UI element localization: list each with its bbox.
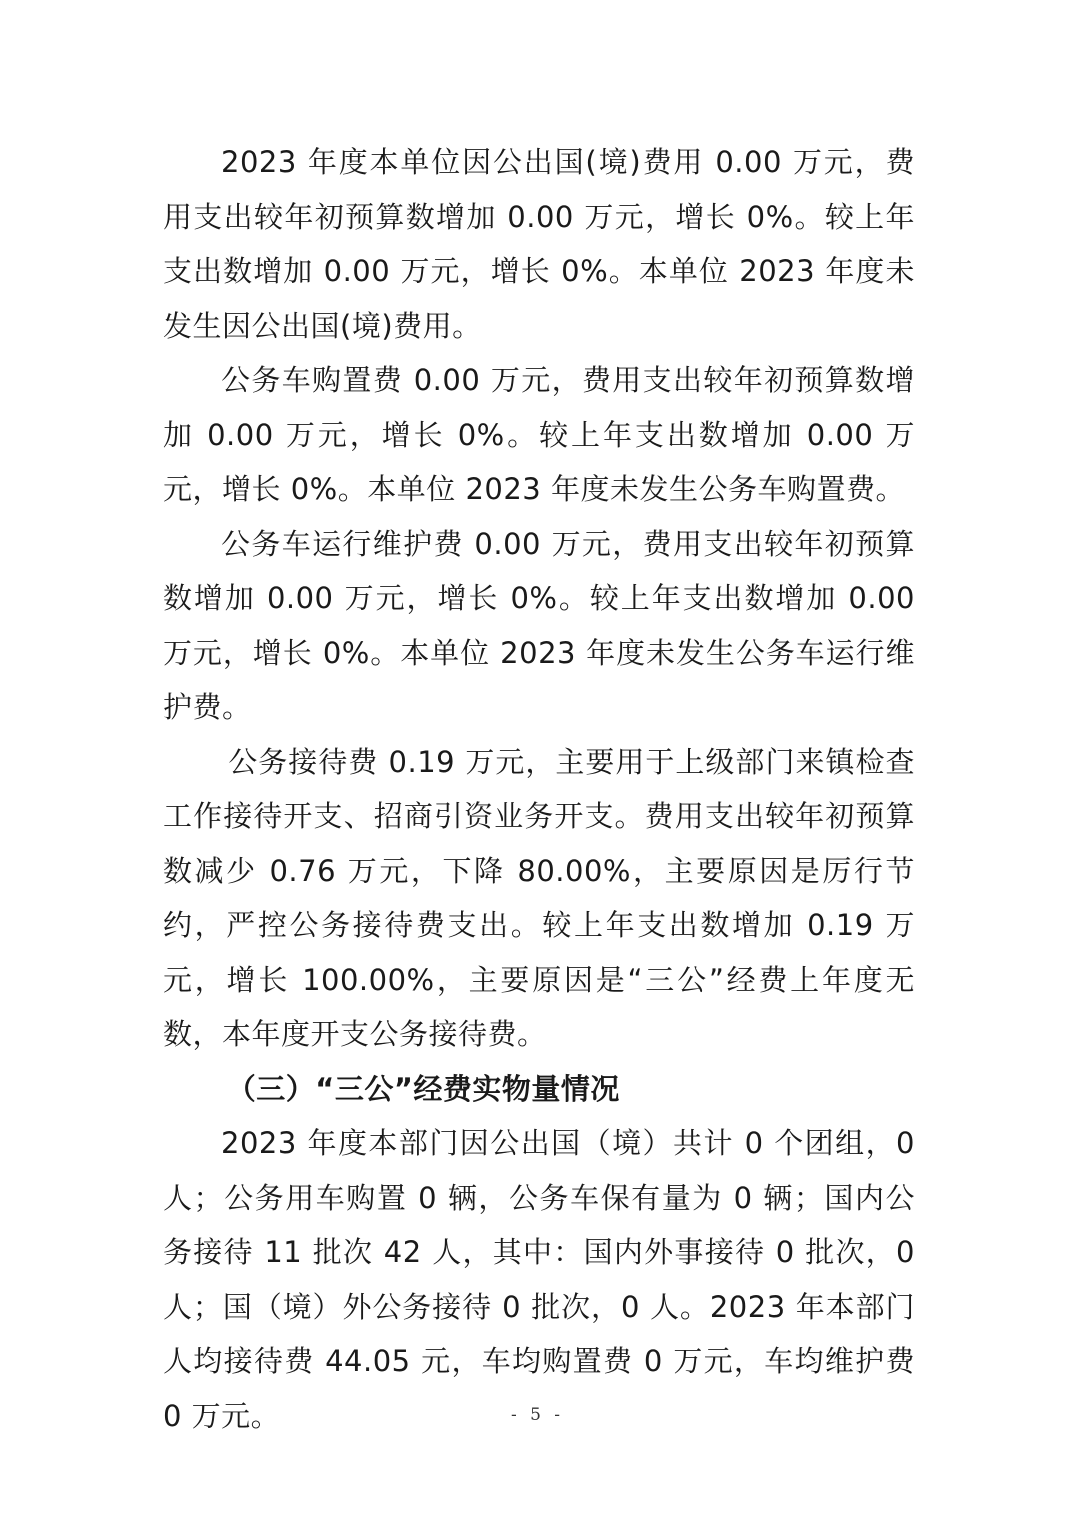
paragraph-overseas-travel: 2023 年度本单位因公出国(境)费用 0.00 万元，费用支出较年初预算数增加 0.00 万元，增长 0%。较上年支出数增加 0.00 万元，增长 0%。本单位 2023 年度未发生因公出国(境)费用。 bbox=[163, 145, 915, 343]
page-number: - 5 - bbox=[510, 1405, 565, 1425]
paragraph-official-reception: 公务接待费 0.19 万元，主要用于上级部门来镇检查工作接待开支、招商引资业务开支。费用支出较年初预算数减少 0.76 万元，下降 80.00%，主要原因是厉行节约，严控公务接待费支出。较上年支出数增加 0.19 万元，增长 100.00%，主要原因是“三公”经费上年度无数，本年度开支公务接待费。 bbox=[163, 744, 915, 1051]
section-heading: （三）“三公”经费实物量情况 bbox=[226, 1071, 620, 1106]
paragraph-vehicle-purchase: 公务车购置费 0.00 万元，费用支出较年初预算数增加 0.00 万元，增长 0%。较上年支出数增加 0.00 万元，增长 0%。本单位 2023 年度未发生公务车购置费。 bbox=[163, 363, 915, 506]
paragraph-vehicle-maintenance: 公务车运行维护费 0.00 万元，费用支出较年初预算数增加 0.00 万元，增长 0%。较上年支出数增加 0.00 万元，增长 0%。本单位 2023 年度未发生公务车运行维护费。 bbox=[163, 526, 915, 724]
body-text bbox=[163, 135, 915, 1443]
paragraph-physical-quantities: 2023 年度本部门因公出国（境）共计 0 个团组，0 人；公务用车购置 0 辆，公务车保有量为 0 辆；国内公务接待 11 批次 42 人，其中：国内外事接待 0 批次，0 人；国（境）外公务接待 0 批次，0 人。2023 年本部门人均接待费 44.05 元，车均购置费 0 万元，车均维护费 0 万元。 bbox=[163, 1126, 915, 1433]
